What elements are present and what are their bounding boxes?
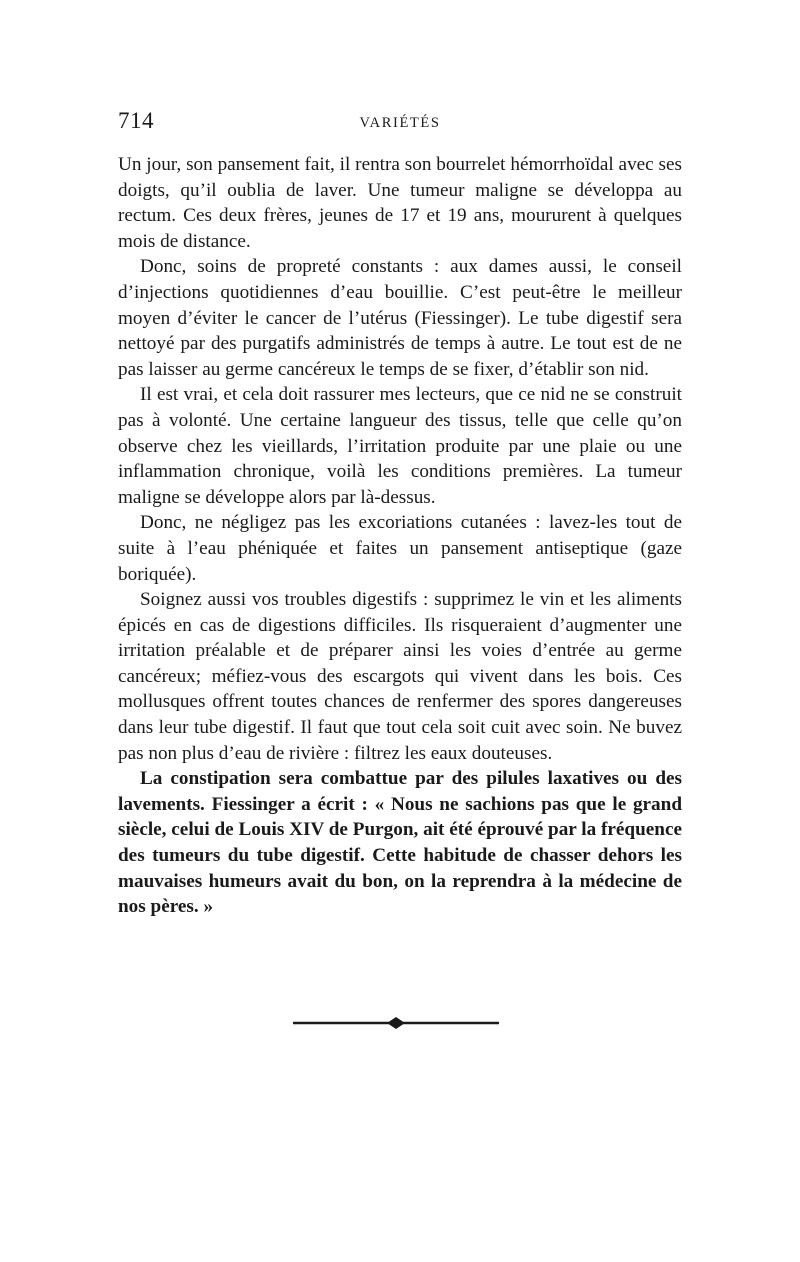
paragraph-3: Il est vrai, et cela doit rassurer mes lecteurs, que ce nid ne se construit pas à volonté. Une certaine langueur des tissus, telle que celle qu’on observe chez les vieillards, l’irritation produite par une plaie ou une inflammation chronique, voilà les conditions premières. La tumeur maligne se développe alors par là-dessus. (118, 384, 682, 508)
paragraph-1: Un jour, son pansement fait, il rentra son bourrelet hémorrhoïdal avec ses doigts, qu’il oublia de laver. Une tumeur maligne se développa au rectum. Ces deux frères, jeunes de 17 et 19 ans, moururent à quelques mois de distance. (118, 154, 682, 252)
body-text (118, 152, 682, 920)
page-header (118, 108, 682, 142)
paragraph-2: Donc, soins de propreté constants : aux dames aussi, le conseil d’injections quotidiennes d’eau bouillie. C’est peut-être le meilleur moyen d’éviter le cancer de l’utérus (Fiessinger). Le tube digestif sera nettoyé par des purgatifs administrés de temps à autre. Le tout est de ne pas laisser au germe cancéreux le temps de se fixer, d’établir son nid. (118, 256, 682, 380)
page-number: 714 (118, 108, 154, 133)
paragraph-6: La constipation sera combattue par des pilules laxatives ou des lavements. Fiessinger a écrit : « Nous ne sachions pas que le grand siècle, celui de Louis XIV de Purgon, ait été éprouvé par la fréquence des tumeurs du tube digestif. Cette habitude de chasser dehors les mauvaises humeurs avait du bon, on la reprendra à la médecine de nos pères. » (118, 768, 682, 918)
book-page (118, 108, 682, 920)
running-title: VARIÉTÉS (359, 115, 441, 131)
paragraph-4: Donc, ne négligez pas les excoriations cutanées : lavez-les tout de suite à l’eau phéniquée et faites un pansement antiseptique (gaze boriquée). (118, 512, 682, 585)
paragraph-5: Soignez aussi vos troubles digestifs : supprimez le vin et les aliments épicés en cas de digestions difficiles. Ils risqueraient d’augmenter une irritation préalable et de préparer ainsi les voies d’entrée au germe cancéreux; méfiez-vous des escargots qui vivent dans les bois. Ces mollusques offrent toutes chances de renfermer des spores dangereuses dans leur tube digestif. Il faut que tout cela soit cuit avec soin. Ne buvez pas non plus d’eau de rivière : filtrez les eaux douteuses. (118, 589, 682, 764)
end-ornament (293, 1016, 499, 1030)
